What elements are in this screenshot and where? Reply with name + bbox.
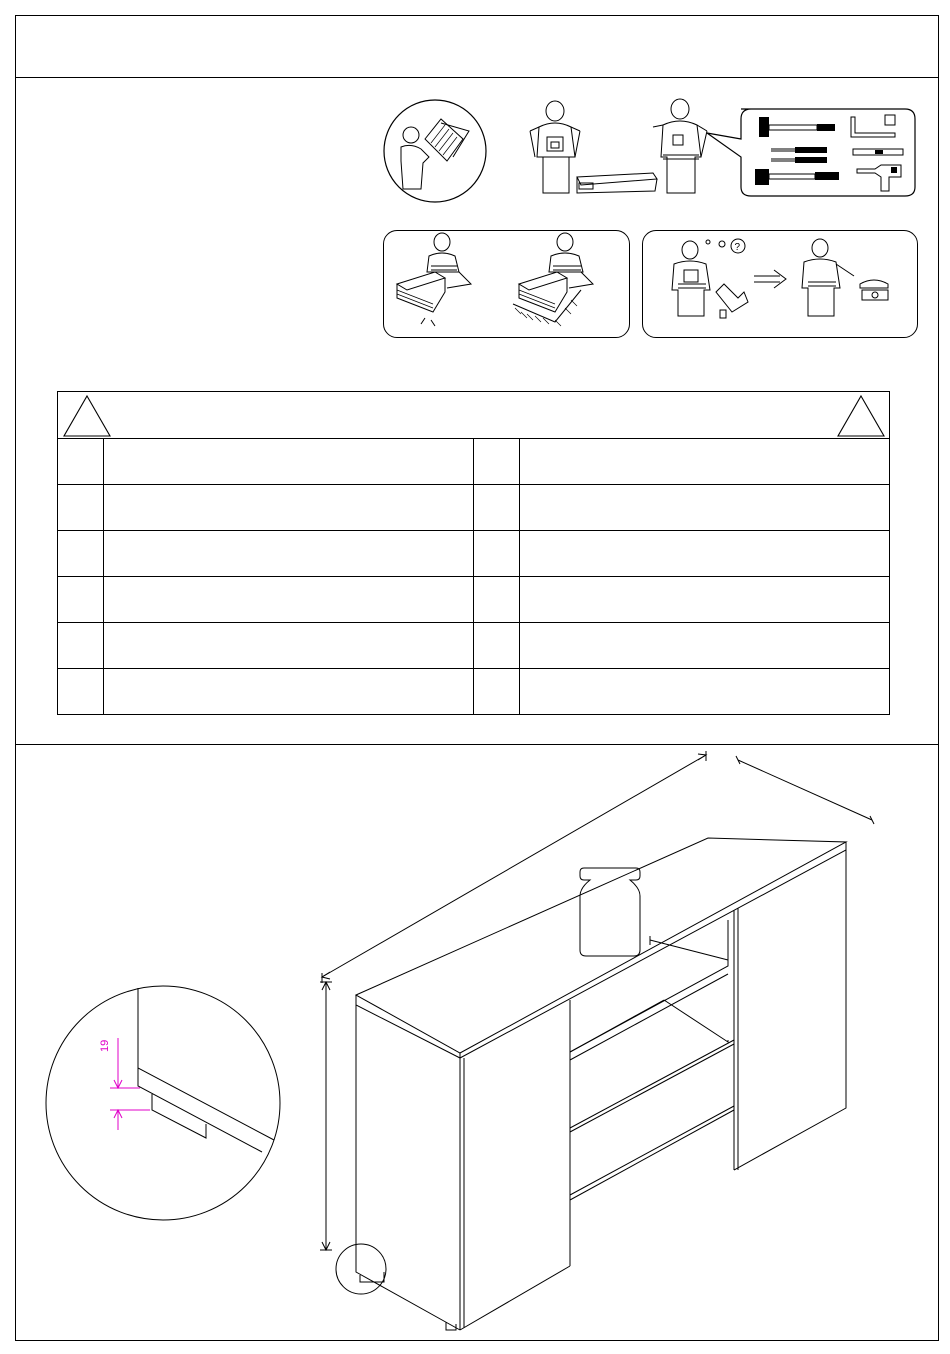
svg-text:?: ?	[734, 242, 741, 253]
detail-dimension-label: 19	[99, 1039, 111, 1052]
